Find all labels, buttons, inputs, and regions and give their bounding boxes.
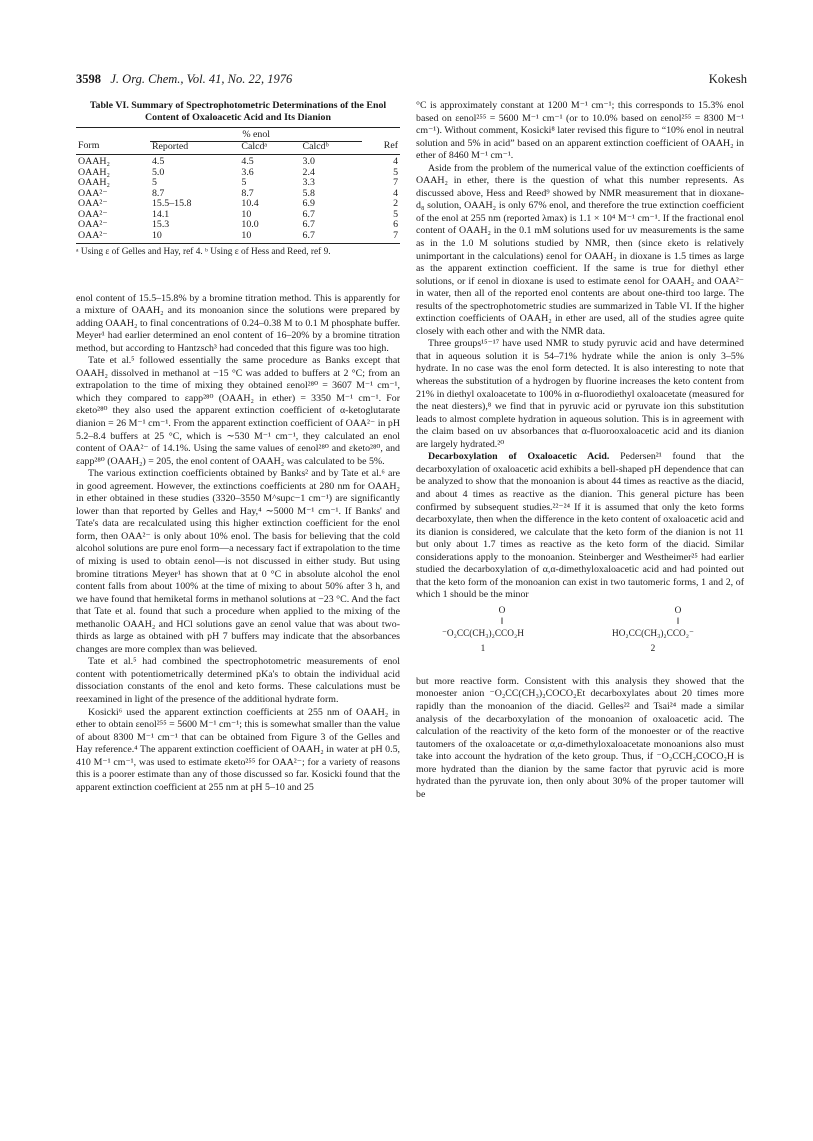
body-paragraph: Kosicki⁶ used the apparent extinction coefficients at 255 nm of OAAH₂ in ether to obtain εenol²⁵⁵ = 5600 M⁻¹ cm⁻¹; this is somewhat smaller than the value of about 8300 M⁻¹ cm⁻¹ that can be obtained from Figure 3 of the Gelles and Hay reference.⁴ The apparent extinction coefficient of OAAH₂ in water at pH 0.5, 410 M⁻¹ cm⁻¹, was used to estimate εketo²⁵⁵ for OAA²⁻; for a variety of reasons this is a poorer estimate than any of those discussed so far. Kosicki found that the apparent extinction coefficient at 255 nm at pH 5–10 and 25 (76, 706, 400, 793)
section-heading: Decarboxylation of Oxaloacetic Acid. (428, 451, 610, 463)
journal-citation: J. Org. Chem., Vol. 41, No. 22, 1976 (110, 72, 293, 86)
body-paragraph: Tate et al.⁵ followed essentially the same procedure as Banks except that OAAH₂ dissolved in methanol at −15 °C was added to buffers at 2 °C; from an extrapolation to the time of mixing they obtained εenol²⁸⁰ = 3607 M⁻¹ cm⁻¹, which they compared to εapp²⁸⁰ (OAAH₂ in ether) = 3350 M⁻¹ cm⁻¹. For εketo²⁸⁰ they also used the apparent extinction coefficient of α-ketoglutarate dianion = 26 M⁻¹ cm⁻¹. From the apparent extinction coefficient of OAA²⁻ in pH 5.2–8.4 buffers at 25 °C, which is ∼530 M⁻¹ cm⁻¹, they calculated an enol content of OAA²⁻ of 14.1%. Using the same values of εenol²⁸⁰ and εketo²⁸⁰, and εapp²⁸⁰ (OAAH₂) = 205, the enol content of OAAH₂ was calculated to be 5%. (76, 355, 400, 467)
tautomer-structures (416, 606, 744, 672)
body-paragraph: °C is approximately constant at 1200 M⁻¹ cm⁻¹; this corresponds to 15.3% enol based on εenol²⁵⁵ = 5600 M⁻¹ cm⁻¹ (or to 10.0% based on εenol²⁵⁵ = 8300 M⁻¹ cm⁻¹). Without comment, Kosicki⁸ later revised this figure to “10% enol in neutral solution and 5% in acid” based on an apparent extinction coefficient of OAAH₂ in ether of 8460 M⁻¹ cm⁻¹. (416, 100, 744, 162)
table-row: OAA²⁻ 14.1 10 6.7 5 (78, 208, 398, 220)
running-author: Kokesh (708, 72, 747, 86)
table-vi (76, 127, 400, 244)
page-header (76, 72, 747, 88)
table-header-form: Form (76, 141, 150, 155)
structure-1-formula: ⁻O₂CC(CH₃)₂CCO₂H (442, 628, 524, 639)
body-paragraph: Three groups¹⁵⁻¹⁷ have used NMR to study pyruvic acid and have determined that in aqueous solution it is 54–71% hydrate while the anion is only 3–5% hydrate. In no case was the enol form detected. It is also interesting to note that whereas the substitution of a hydrogen by fluorine increases the keto content from 21% in diethyl oxaloacetate to 100% in α-fluorodiethyl oxaloacetate (measured for the neat diesters),⁸ we find that in pyruvic acid or pyruvate ion this substitution leads to almost complete hydration in aqueous solution. This is in agreement with the claim based on uv absorbances that α-fluorooxaloacetic acid and its dianion are largely hydrated.²⁰ (416, 338, 744, 450)
left-column (76, 100, 400, 794)
table-header-calcd-a: Calcdᵃ (239, 141, 300, 155)
body-paragraph: Tate et al.⁵ had combined the spectrophotometric measurements of enol content with potentiometrically determined pKa's to obtain the individual acid dissociation constants of the enol and keto forms. These calculations must be reexamined in light of the presence of the additional hydrate form. (76, 656, 400, 705)
table-row: OAAH₂ 4.5 4.5 3.0 4 (78, 156, 398, 167)
structure-1-number: 1 (480, 643, 486, 654)
body-paragraph: enol content of 15.5–15.8% by a bromine titration method. This is apparently for a mixture of OAAH₂ and its monoanion since the solutions were prepared by adding OAAH₂ to final concentrations of 0.24–0.38 M to 0.1 M phosphate buffer. Meyer¹ had earlier determined an enol content of 16–20% by a bromine titration method, but according to Hantzsch³ had conceded that this figure was too high. (76, 292, 400, 354)
structure-2-formula: HO₂CC(CH₃)₂CCO₂⁻ (612, 628, 694, 639)
body-paragraph: Aside from the problem of the numerical value of the extinction coefficients of OAAH₂ in ether, there is the question of what this number represents. As discussed above, Hess and Reed⁹ showed by NMR measurement that in dioxane-d₈ solution, OAAH₂ is only 67% enol, and therefore the true extinction coefficient of the enol at 255 nm (reported λmax) is 1.1 × 10⁴ M⁻¹ cm⁻¹. If the fractional enol content of OAAH₂ in the 0.1 mM solutions used for uv measurements is the same as in the 1.0 M solutions studied by NMR, then (since εketo is relatively unimportant in the calculations) εenol for OAAH₂ in dioxane is 1.5 times as large as the apparent extinction coefficient. If the same is true for diethyl ether solutions, or if εenol in dioxane is used to estimate εenol for OAAH₂ and OAA²⁻ in water, then all of the reported enol contents are about one-third too large. The results of the spectrophotometric studies are summarized in Table VI. If the higher extinction coefficients of OAAH₂ in ether are used, all of the studies agree quite closely with each other and with the NMR data. (416, 162, 744, 337)
body-paragraph: The various extinction coefficients obtained by Banks² and by Tate et al.⁶ are in good agreement. However, the extinctions coefficients at 280 nm for OAAH₂ in ether obtained in these studies (3320–3550 M^supc−1 cm⁻¹) are significantly lower than that reported by Gelles and Hay,⁴ ∼5000 M⁻¹ cm⁻¹. If Banks' and Tate's data are recalculated using this higher extinction coefficient for the enol form, then OAA²⁻ is only about 10% enol. The basis for believing that the cold alcohol solutions are pure enol form—a necessary fact if extrapolation to the time of mixing is used to obtain εenol—is not discussed in either study. But using bromine titrations Meyer¹ has shown that at 0 °C in absolute alcohol the enol content falls from about 100% at the time of mixing to about 50% after 3 h, and we have found that hemiketal forms in methanol solutions at −23 °C. And the fact that Tate et al. found that such a procedure when applied to the mixing of the methanolic OAAH₂ and HCl solutions gave an εenol value that was about two-thirds as large as obtained with pH 7 buffers may indicate that the absorbances changes are more complex than was believed. (76, 468, 400, 655)
table-row: OAA²⁻ 15.3 10.0 6.7 6 (78, 219, 398, 230)
table-header-ref: Ref (362, 141, 400, 155)
table-footnote: ᵃ Using ε of Gelles and Hay, ref 4. ᵇ Using ε of Hess and Reed, ref 9. (76, 247, 331, 257)
decarboxylation-paragraph (416, 451, 744, 602)
structure-2: O ‖ HO₂CC(CH₃)₂CCO₂⁻ 2 (612, 605, 694, 654)
body-paragraph: but more reactive form. Consistent with this analysis they showed that the monoester anion ⁻O₂CC(CH₃)₂COCO₂Et decarboxylates about 20 times more rapidly than the monoanion of the diacid. Gelles²² and Tsai²⁴ made a similar analysis of the decarboxylation of the monoanion of oxaloacetic acid. The calculation of the reactivity of the keto form of the monoester or of the reactive tautomers of the oxaloacetate or α,α-dimethyloxaloacetate monoanions also must take into account the hydration of the keto group. Thus, if ⁻O₂CCH₂COCO₂H is more hydrated than the dianion by the same factor that pyruvic acid is more hydrated than the pyruvate ion, then only about 30% of the proper tautomer will be (416, 675, 744, 800)
table-group-header: % enol (150, 128, 362, 142)
table-row: OAA²⁻ 15.5–15.8 10.4 6.9 2 (78, 198, 398, 209)
table-row: OAAH₂ 5 5 3.3 7 (78, 177, 398, 188)
decarboxylation-text: Pedersen²¹ found that the decarboxylation of oxaloacetic acid exhibits a bell-shaped pH dependence that can be analyzed to show that the monoanion is about 44 times as reactive as the diacid, and about 4 times as reactive as the dianion. This general picture has been confirmed by subsequent studies.²²⁻²⁴ If it is assumed that only the keto forms decarboxylate, then when the difference in the keto content of oxaloacetic acid and its dianion is considered, we calculate that the keto form of the dianion is not 11 but only about 1.7 times as reactive as the keto form of the diacid. Similar considerations apply to the monoanion. Steinberger and Westheimer²⁵ had earlier studied the decarboxylation of α,α-dimethyloxaloacetic acid and had pointed out that the keto form of the monoanion can exist in two tautomeric forms, 1 and 2, of which 1 should be the minor (416, 451, 745, 601)
page-number: 3598 (76, 72, 101, 86)
table-row: OAA²⁻ 8.7 8.7 5.8 4 (78, 187, 398, 199)
table-header-reported: Reported (150, 141, 239, 155)
table-row: OAAH₂ 5.0 3.6 2.4 5 (78, 166, 398, 178)
structure-1: O ‖ ⁻O₂CC(CH₃)₂CCO₂H 1 (442, 605, 524, 654)
table-caption: Table VI. Summary of Spectrophotometric Determinations of the Enol Content of Oxaloacetic Acid and Its Dianion (89, 100, 387, 123)
table-row: OAA²⁻ 10 10 6.7 7 (76, 231, 400, 244)
structure-2-number: 2 (650, 643, 656, 654)
right-column (416, 100, 744, 801)
table-header-calcd-b: Calcdᵇ (301, 141, 363, 155)
